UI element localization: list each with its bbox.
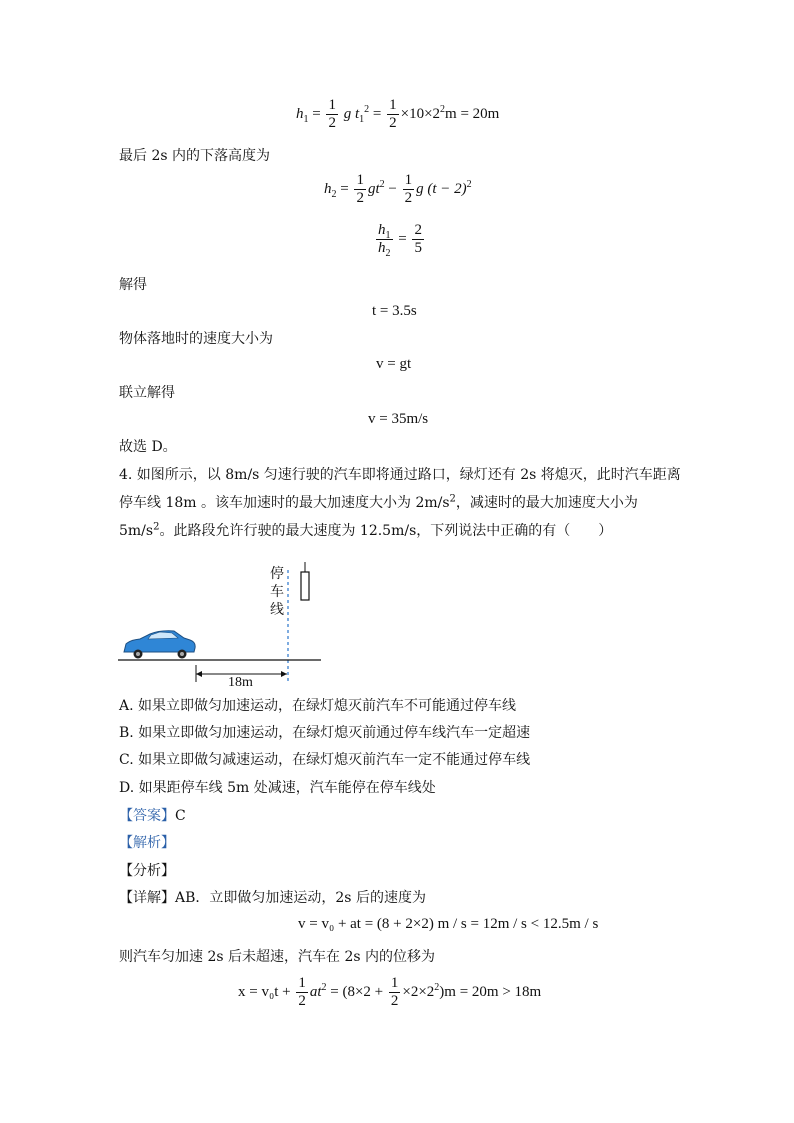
equation-v-result: v = 35m/s	[368, 411, 429, 427]
car-icon	[124, 631, 195, 659]
equation-t: t = 3.5s	[372, 303, 417, 319]
equation-velocity: v = v₀ + at = (8 + 2×2) m / s = 12m / s < 12.5m / s	[298, 916, 599, 932]
question-text-line2: 停车线 18m 。该车加速时的最大加速度大小为 $2m/s^2$，减速时的最大加速度大小为	[119, 493, 638, 511]
fraction: $\frac{1}{2}$	[356, 172, 364, 206]
equation-h1: $h_1$ = $\frac{1}{2}$ g $t_1^2$ = $\frac{1}{2}$ $\times 10\times 2^2m = 20m$	[296, 97, 500, 131]
fraction: $\frac{1}{2}$	[390, 975, 399, 1009]
fraction: $\frac{1}{2}$	[328, 97, 336, 131]
fraction: $\frac{1}{2}$	[404, 172, 413, 206]
question-text-line3: $5m/s^2$。此路段允许行驶的最大速度为 12.5m/s，下列说法中正确的有（ ）	[119, 521, 613, 539]
text-solve2: 联立解得	[119, 385, 175, 401]
equation-ratio: $\frac{h_1}{h_2}$ = $\frac{2}{5}$	[378, 222, 422, 259]
fenxi-heading: 【分析】	[119, 863, 175, 879]
analysis-heading: 【解析】	[119, 835, 175, 851]
equation-v: v = gt	[376, 356, 412, 372]
fraction: $\frac{2}{5}$	[414, 222, 422, 256]
equation-h2: $h_2$ = $\frac{1}{2}$ $gt^2$ − $\frac{1}{2}$ g $(t - 2)^2$	[324, 172, 472, 206]
traffic-light	[301, 572, 309, 600]
option-b[interactable]: B. 如果立即做匀加速运动，在绿灯熄灭前通过停车线汽车一定超速	[119, 725, 531, 741]
stop-line-label: 停车线	[270, 566, 284, 618]
equation-displacement: x = v₀t + $\frac{1}{2}$ $at^2 = (8\times 2$ + $\frac{1}{2}$ $\times 2\times 2^2)m = 20m > 18m$	[238, 975, 542, 1009]
fraction: $\frac{1}{2}$	[298, 975, 306, 1009]
detail-text: 【详解】AB．立即做匀加速运动，2s 后的速度为	[119, 890, 426, 906]
text-after: 则汽车匀加速 2s 后未超速，汽车在 2s 内的位移为	[119, 949, 435, 965]
distance-label: 18m	[228, 675, 253, 686]
text-fall-height: 最后 2s 内的下落高度为	[119, 148, 270, 164]
fraction: $\frac{1}{2}$	[389, 97, 397, 131]
car-stopline-figure	[118, 562, 328, 686]
fraction: $\frac{h_1}{h_2}$	[378, 222, 391, 259]
text-prev-answer: 故选 D。	[119, 439, 177, 455]
text-speed: 物体落地时的速度大小为	[119, 331, 273, 347]
option-c[interactable]: C. 如果立即做匀减速运动，在绿灯熄灭前汽车一定不能通过停车线	[119, 752, 531, 768]
answer-line: 【答案】C	[119, 808, 186, 824]
option-a[interactable]: A. 如果立即做匀加速运动，在绿灯熄灭前汽车不可能通过停车线	[119, 698, 517, 714]
option-d[interactable]: D. 如果距停车线 5m 处减速，汽车能停在停车线处	[119, 780, 436, 796]
text-solve: 解得	[119, 277, 147, 293]
question-text-line1: 4. 如图所示，以 8m/s 匀速行驶的汽车即将通过路口，绿灯还有 2s 将熄灭，此时汽车距离	[119, 467, 681, 483]
